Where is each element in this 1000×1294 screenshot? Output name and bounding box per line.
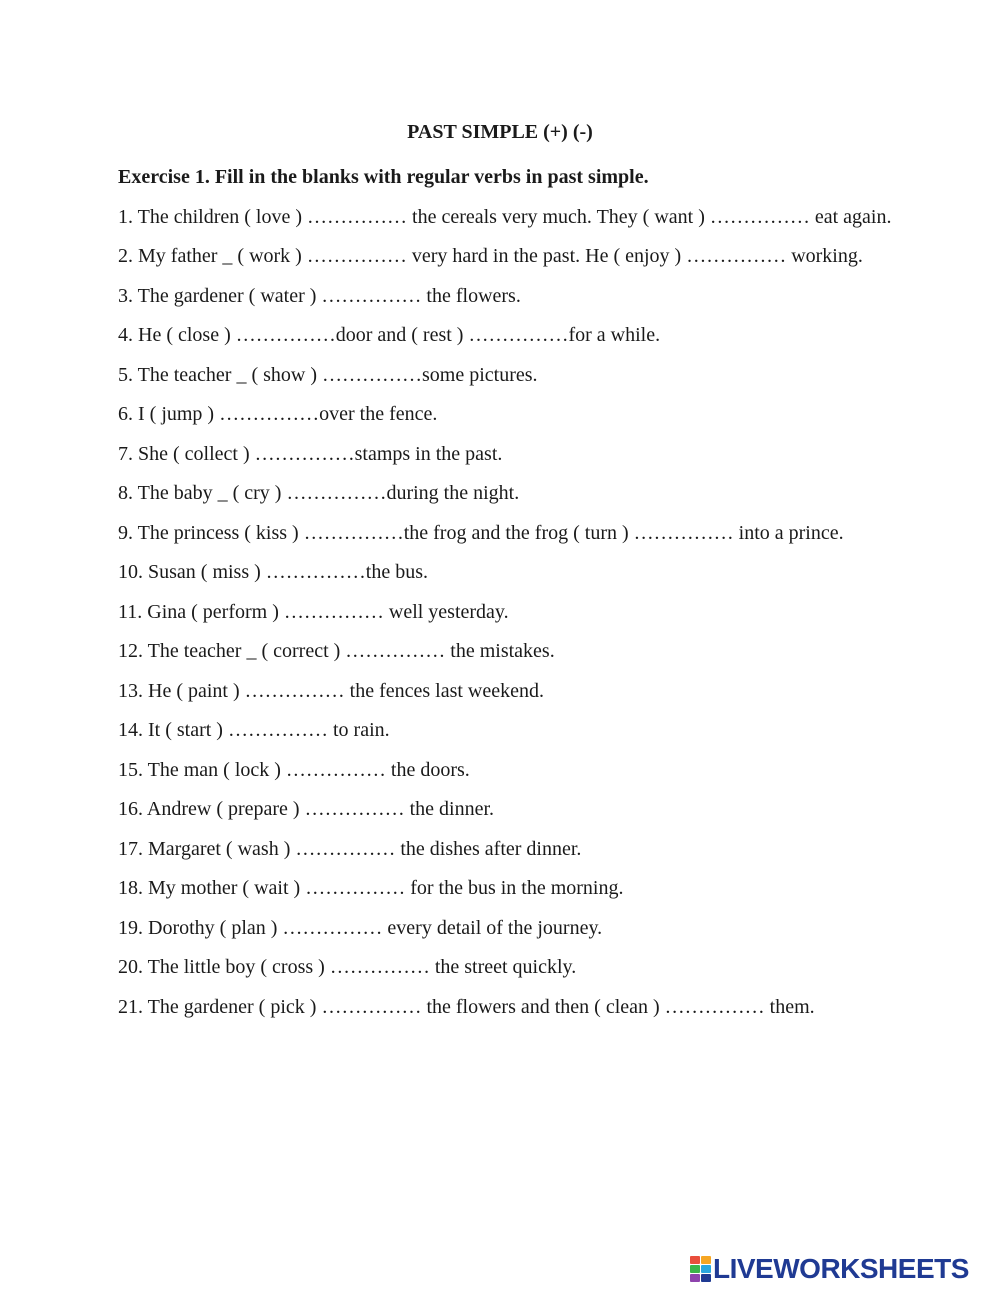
logo-tile [701, 1274, 711, 1282]
logo-tile [701, 1265, 711, 1273]
question-item: 6. I ( jump ) ……………over the fence. [118, 403, 438, 425]
liveworksheets-logo-icon [690, 1256, 710, 1282]
logo-tile [690, 1274, 700, 1282]
logo-tile [701, 1256, 711, 1264]
worksheet-content [118, 158, 898, 1027]
liveworksheets-watermark[interactable] [690, 1254, 969, 1284]
question-item: 9. The princess ( kiss ) ……………the frog and the frog ( turn ) …………… into a prince. [118, 521, 844, 544]
question-item: 7. She ( collect ) ……………stamps in the past. [118, 442, 503, 465]
question-item: 19. Dorothy ( plan ) …………… every detail of the journey. [118, 916, 603, 939]
question-item: 1. The children ( love ) …………… the cereals very much. They ( want ) …………… eat again. [118, 205, 892, 228]
question-item: 14. It ( start ) …………… to rain. [118, 719, 390, 741]
question-item: 21. The gardener ( pick ) …………… the flowers and then ( clean ) …………… them. [118, 995, 815, 1018]
question-item: 16. Andrew ( prepare ) …………… the dinner. [118, 798, 495, 820]
question-item: 11. Gina ( perform ) …………… well yesterday. [118, 600, 509, 623]
question-list [118, 198, 898, 1028]
question-item: 15. The man ( lock ) …………… the doors. [118, 758, 470, 781]
question-item: 12. The teacher _ ( correct ) …………… the mistakes. [118, 640, 555, 662]
logo-tile [690, 1256, 700, 1264]
page-title: PAST SIMPLE (+) (-) [407, 121, 593, 143]
question-item: 20. The little boy ( cross ) …………… the street quickly. [118, 956, 577, 978]
question-item: 2. My father _ ( work ) …………… very hard in the past. He ( enjoy ) …………… working. [118, 245, 863, 267]
question-item: 17. Margaret ( wash ) …………… the dishes after dinner. [118, 837, 582, 860]
question-item: 13. He ( paint ) …………… the fences last weekend. [118, 679, 544, 702]
question-item: 5. The teacher _ ( show ) ……………some pictures. [118, 363, 538, 386]
question-item: 10. Susan ( miss ) ……………the bus. [118, 561, 428, 583]
question-item: 8. The baby _ ( cry ) ……………during the night. [118, 482, 520, 504]
question-item: 4. He ( close ) ……………door and ( rest ) ……………for a while. [118, 324, 661, 346]
question-item: 18. My mother ( wait ) …………… for the bus in the morning. [118, 877, 624, 899]
exercise-heading: Exercise 1. Fill in the blanks with regular verbs in past simple. [118, 166, 649, 188]
question-item: 3. The gardener ( water ) …………… the flowers. [118, 284, 521, 307]
logo-tile [690, 1265, 700, 1273]
watermark-text: LIVEWORKSHEETS [713, 1253, 969, 1284]
